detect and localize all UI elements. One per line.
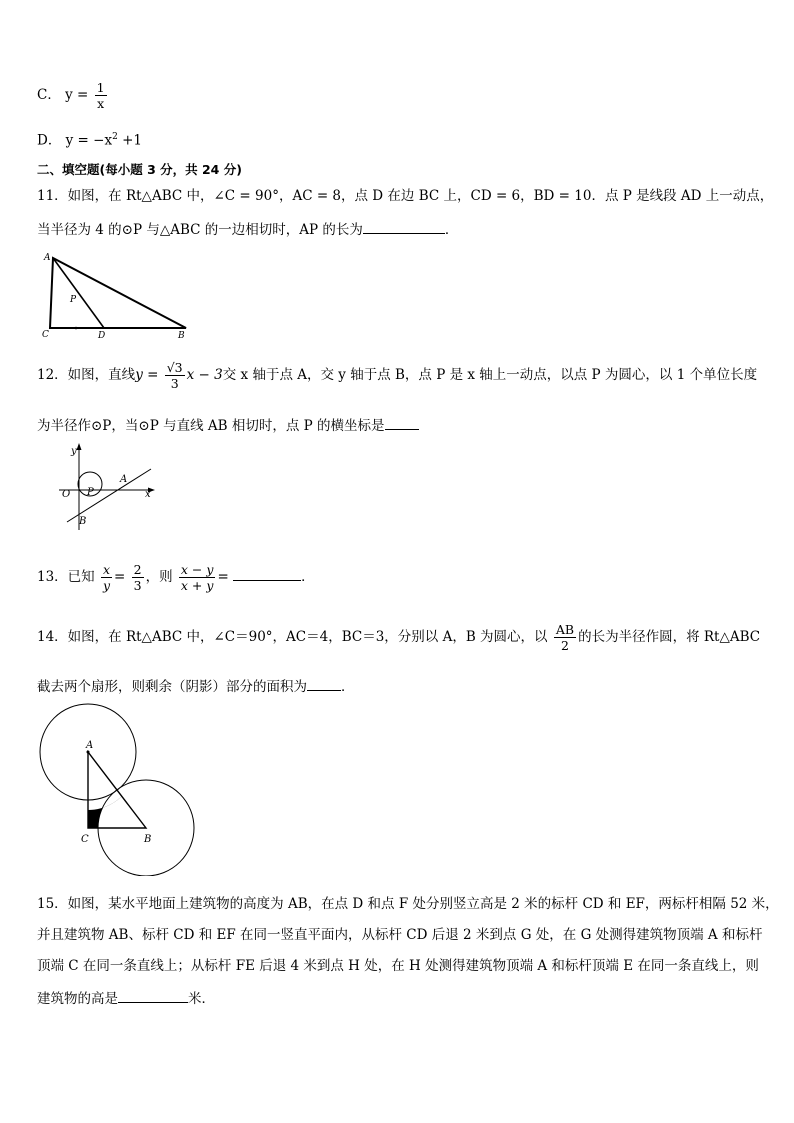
option-d-label: D． [37,132,62,149]
option-c-denominator: x [97,96,105,111]
q12-label-a: A [120,474,128,485]
q14-label-c: C [81,834,89,845]
q12-line2-text: 为半径作⊙P，当⊙P 与直线 AB 相切时，点 P 的横坐标是 [37,418,385,434]
q11-label-b: B [178,331,185,341]
option-d [37,128,142,150]
q14-line2 [37,676,355,696]
q12-line1 [37,360,757,391]
q15-line2: 并且建筑物 AB、标杆 CD 和 EF 在同一竖直平面内，从标杆 CD 后退 2 米到点 G 处，在 G 处测得建筑物顶端 A 和标杆 [37,927,763,943]
option-c [37,80,109,111]
q12-label-x: x [145,489,151,500]
q14-line1 [37,622,760,653]
q14-text2: 的长为半径作圆，将 Rt△ABC [578,629,761,645]
q12-numerator: √3 [166,360,183,375]
q13-eq2: = [217,569,229,585]
q13-fraction-target [179,562,216,593]
q11-line2-text: 当半径为 4 的⊙P 与△ABC 的一边相切时，AP 的长为 [37,222,363,238]
q11-triangle [50,258,186,328]
q11-answer-blank [363,219,445,234]
q13-line [37,562,315,593]
q14-label-a: A [86,740,94,751]
q11-end: ． [444,222,459,238]
option-d-exponent: 2 [112,132,118,142]
q14-line2-text: 截去两个扇形，则剩余（阴影）部分的面积为 [37,679,307,695]
q14-label-b: B [144,834,152,845]
q12-text1: 交 x 轴于点 A，交 y 轴于点 B，点 P 是 x 轴上一动点，以点 P 为圆心，以 1 个单位长度 [222,367,758,383]
q13-f3-den: x + y [180,578,214,593]
q13-f2-num: 2 [133,562,142,577]
q15-line4 [37,988,215,1008]
q13-end: ． [301,569,315,585]
q13-answer-blank [233,566,301,581]
q11-label-c: C [42,330,49,340]
q11-dot [75,327,78,330]
q12-line-ab [67,469,151,522]
option-c-numerator: 1 [96,80,105,95]
q12-figure [55,440,165,532]
q13-f3-num: x − y [180,562,214,577]
option-d-expr: y = −x [65,132,113,149]
q11-label-p: P [70,295,77,305]
q13-prefix: 13．已知 [37,569,95,585]
q14-figure [36,700,202,876]
q15-answer-blank [118,988,188,1003]
option-c-fraction [95,80,107,111]
q14-text1: 14．如图，在 Rt△ABC 中，∠C＝90°，AC＝4，BC＝3，分别以 A，B 为圆心，以 [37,629,548,645]
q15-line3: 顶端 C 在同一条直线上；从标杆 FE 后退 4 米到点 H 处，在 H 处测得建筑物顶端 A 和标杆顶端 E 在同一条直线上，则 [37,958,759,974]
q12-answer-blank [385,415,419,430]
q12-label-y: y [71,446,77,457]
q13-fraction-x-y [101,562,112,593]
q14-answer-blank [307,676,341,691]
option-d-tail: +1 [117,132,143,149]
q12-fraction [165,360,185,391]
q12-denominator: 3 [170,376,179,391]
q14-end: ． [341,679,355,695]
q12-label-p: P [87,487,94,498]
q12-eq-y: y = [135,367,159,383]
q14-fraction [554,622,576,653]
section-title: 二、填空题(每小题 3 分，共 24 分) [37,162,242,177]
q13-fraction-2-3 [132,562,144,593]
q11-figure [38,250,198,342]
q15-end: 米． [188,991,215,1007]
q11-line1: 11．如图，在 Rt△ABC 中，∠C = 90°，AC = 8，点 D 在边 BC 上，CD = 6，BD = 10．点 P 是线段 AD 上一动点， [37,188,774,204]
q11-segment-ad [53,258,104,328]
q11-label-a: A [44,253,51,263]
q12-label-b: B [79,516,87,527]
q12-label-o: O [62,489,71,500]
option-c-label: C． [37,87,61,103]
q12-prefix: 12．如图，直线 [37,367,136,383]
q14-f-den: 2 [560,638,569,653]
q14-f-num: AB [555,622,575,637]
q13-f1-den: y [102,578,111,593]
q11-line2 [37,219,458,239]
q12-line2 [37,415,419,435]
q13-f1-num: x [102,562,111,577]
q12-eq-tail: x − 3 [186,367,223,383]
q15-line4-text: 建筑物的高是 [37,991,118,1007]
q12-y-arrow [77,443,82,450]
q15-line1: 15．如图，某水平地面上建筑物的高度为 AB，在点 D 和点 F 处分别竖立高是 2 米的标杆 CD 和 EF，两标杆相隔 52 米， [37,896,779,912]
option-c-lhs: y = [65,87,89,103]
q13-f2-den: 3 [133,578,142,593]
q13-eq: = [114,569,126,585]
q11-label-d: D [98,331,106,341]
q13-mid: ，则 [145,569,173,585]
